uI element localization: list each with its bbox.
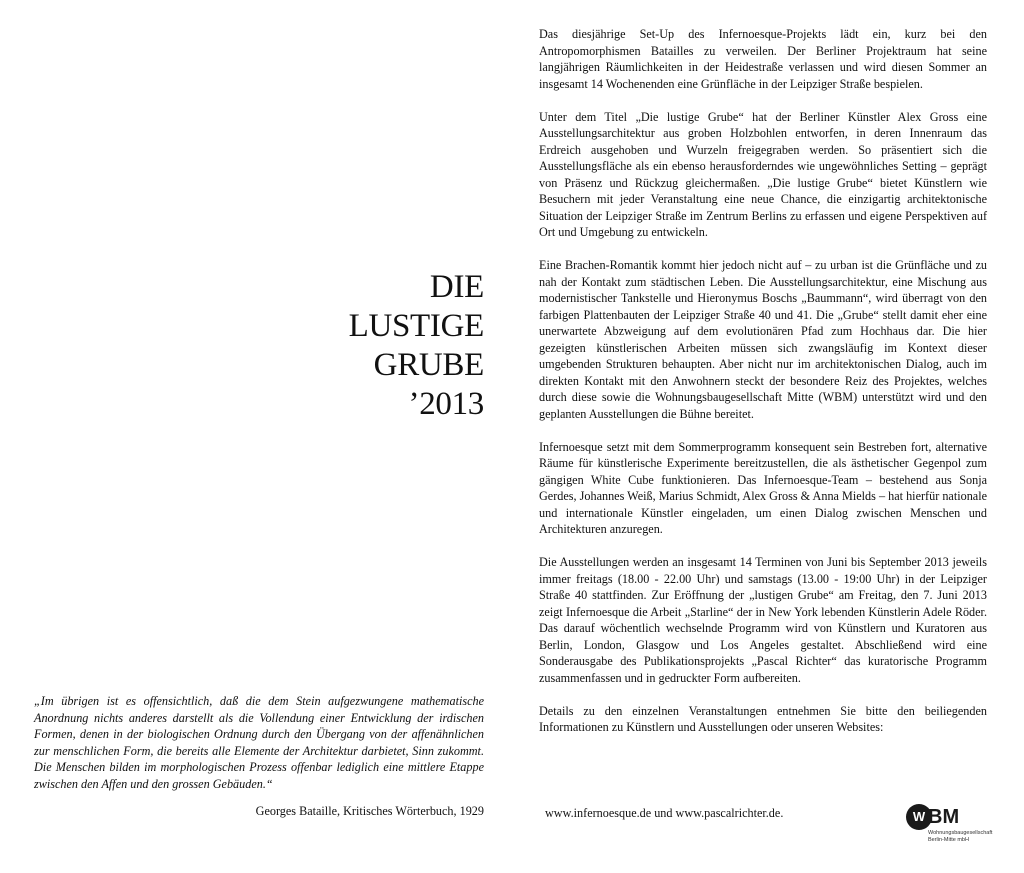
page-title — [349, 268, 484, 424]
paragraph-details: Details zu den einzelnen Veranstaltungen entnehmen Sie bitte den beiliegenden Informationen zu Künstlern und Ausstellungen oder unseren Websites: — [539, 703, 987, 734]
title-line-3: GRUBE — [373, 347, 484, 383]
wbm-logo-circle: W — [906, 804, 932, 830]
wbm-logo-subtitle — [928, 830, 992, 843]
title-line-1: DIE — [429, 269, 484, 305]
paragraph-team: Infernoesque setzt mit dem Sommerprogramm konsequent sein Bestreben fort, alternative Räume für künstlerische Experimente bereitzustellen, die als ästhetischer Gegenpol zum gängigen White Cube funktionieren. Das Infernoesque-Team – bestehend aus Sonja Gerdes, Johannes Weiß, Marius Schmidt, Alex Gross & Anna Mields – hat hierfür nationale und internationale Künstler eingeladen, um einen Dialog zwischen Menschen und Architekturen anzuregen. — [539, 439, 987, 536]
wbm-logo — [906, 802, 1016, 846]
body-text — [539, 26, 987, 752]
quote-source: Georges Bataille, Kritisches Wörterbuch, 1929 — [255, 804, 484, 818]
website-links[interactable]: www.infernoesque.de und www.pascalrichter.de. — [545, 806, 784, 820]
wbm-logo-sub-2: Berlin-Mitte mbH — [928, 836, 969, 843]
paragraph-title-architecture: Unter dem Titel „Die lustige Grube“ hat der Berliner Künstler Alex Gross eine Ausstellungsarchitektur aus groben Holzbohlen entworfen, in deren Innenraum das Erdreich ausgehoben und Wurzeln freigegraben werden. So präsentiert sich die Ausstellungsfläche als ein ebenso herausforderndes wie ungewöhnliches Setting – geprägt von Präsenz und Rückzug gleichermaßen. „Die lustige Grube“ bietet Künstlern wie Besuchern mit jeder Veranstaltung eine neue Chance, die einzigartig architektonische Situation der Leipziger Straße im Zentrum Berlins zu erfassen und eigene Perspektiven auf Ort und Umgebung zu entwickeln. — [539, 109, 987, 239]
title-line-4: ’2013 — [408, 386, 484, 422]
wbm-logo-sub-1: Wohnungsbaugesellschaft — [928, 830, 993, 836]
paragraph-schedule: Die Ausstellungen werden an insgesamt 14 Terminen von Juni bis September 2013 jeweils immer freitags (18.00 - 22.00 Uhr) und samstags (13.00 - 19:00 Uhr) in der Leipziger Straße 40 stattfinden. Zur Eröffnung der „lustigen Grube“ am Freitag, den 7. Juni 2013 zeigt Infernoesque die Arbeit „Starline“ der in New York lebenden Künstlerin Adele Röder. Das darauf wöchentlich wechselnde Programm wird von Künstlern und Kuratoren aus Berlin, London, Glasgow und Los Angeles gestaltet. Abschließend wird eine Sonderausgabe des Publikationsprojekts „Pascal Richter“ das kuratorische Programm zusammenfassen und in gedruckter Form aufbereiten. — [539, 555, 987, 685]
wbm-logo-letters: BM — [928, 806, 960, 828]
title-line-2: LUSTIGE — [348, 308, 484, 344]
bataille-quote: „Im übrigen ist es offensichtlich, daß die dem Stein aufgezwungene mathematische Anordnung nichts anderes darstellt als die Vollendung einer Entwicklung der irdischen Formen, denen in der biologischen Ordnung durch den Übergang von der affenähnlichen zur menschlichen Form, die bereits alle Elemente der Architektur darbietet, Sinn zukommt. Die Menschen bilden im morphologischen Prozess offenbar lediglich eine mittlere Etappe zwischen den Affen und den grossen Gebäuden.“ — [34, 694, 484, 791]
paragraph-urban-context: Eine Brachen-Romantik kommt hier jedoch nicht auf – zu urban ist die Grünfläche und zu nah der Kontakt zum städtischen Leben. Die Ausstellungsarchitektur, eine Mischung aus modernistischer Tankstelle und Hieronymus Boschs „Baummann“, wird überragt von den farbigen Plattenbauten der Leipziger Straße 40 und 41. Die „Grube“ stellt damit eher eine unerwartete Abzweigung auf dem evolutionären Pfad zum Hochhaus dar. Die hier gezeigten künstlerischen Arbeiten müssen sich zwangsläufig im Kontext dieser umgebenden Strukturen behaupten. Aber nicht nur im architektonischen Dialog, auch im direkten Kontakt mit den Anwohnern steckt der besondere Reiz des Projektes, welches durch diese sowie die Wohnungsbaugesellschaft Mitte (WBM) unterstützt wird und den geplanten Ausstellungen die Bühne bereitet. — [539, 258, 987, 421]
paragraph-intro: Das diesjährige Set-Up des Infernoesque-Projekts lädt ein, kurz bei den Antropomorphismen Batailles zu verweilen. Der Berliner Projektraum hat seine langjährigen Räumlichkeiten in der Heidestraße verlassen und wird diesen Sommer an insgesamt 14 Wochenenden eine Grünfläche in der Leipziger Straße bespielen. — [539, 27, 987, 91]
